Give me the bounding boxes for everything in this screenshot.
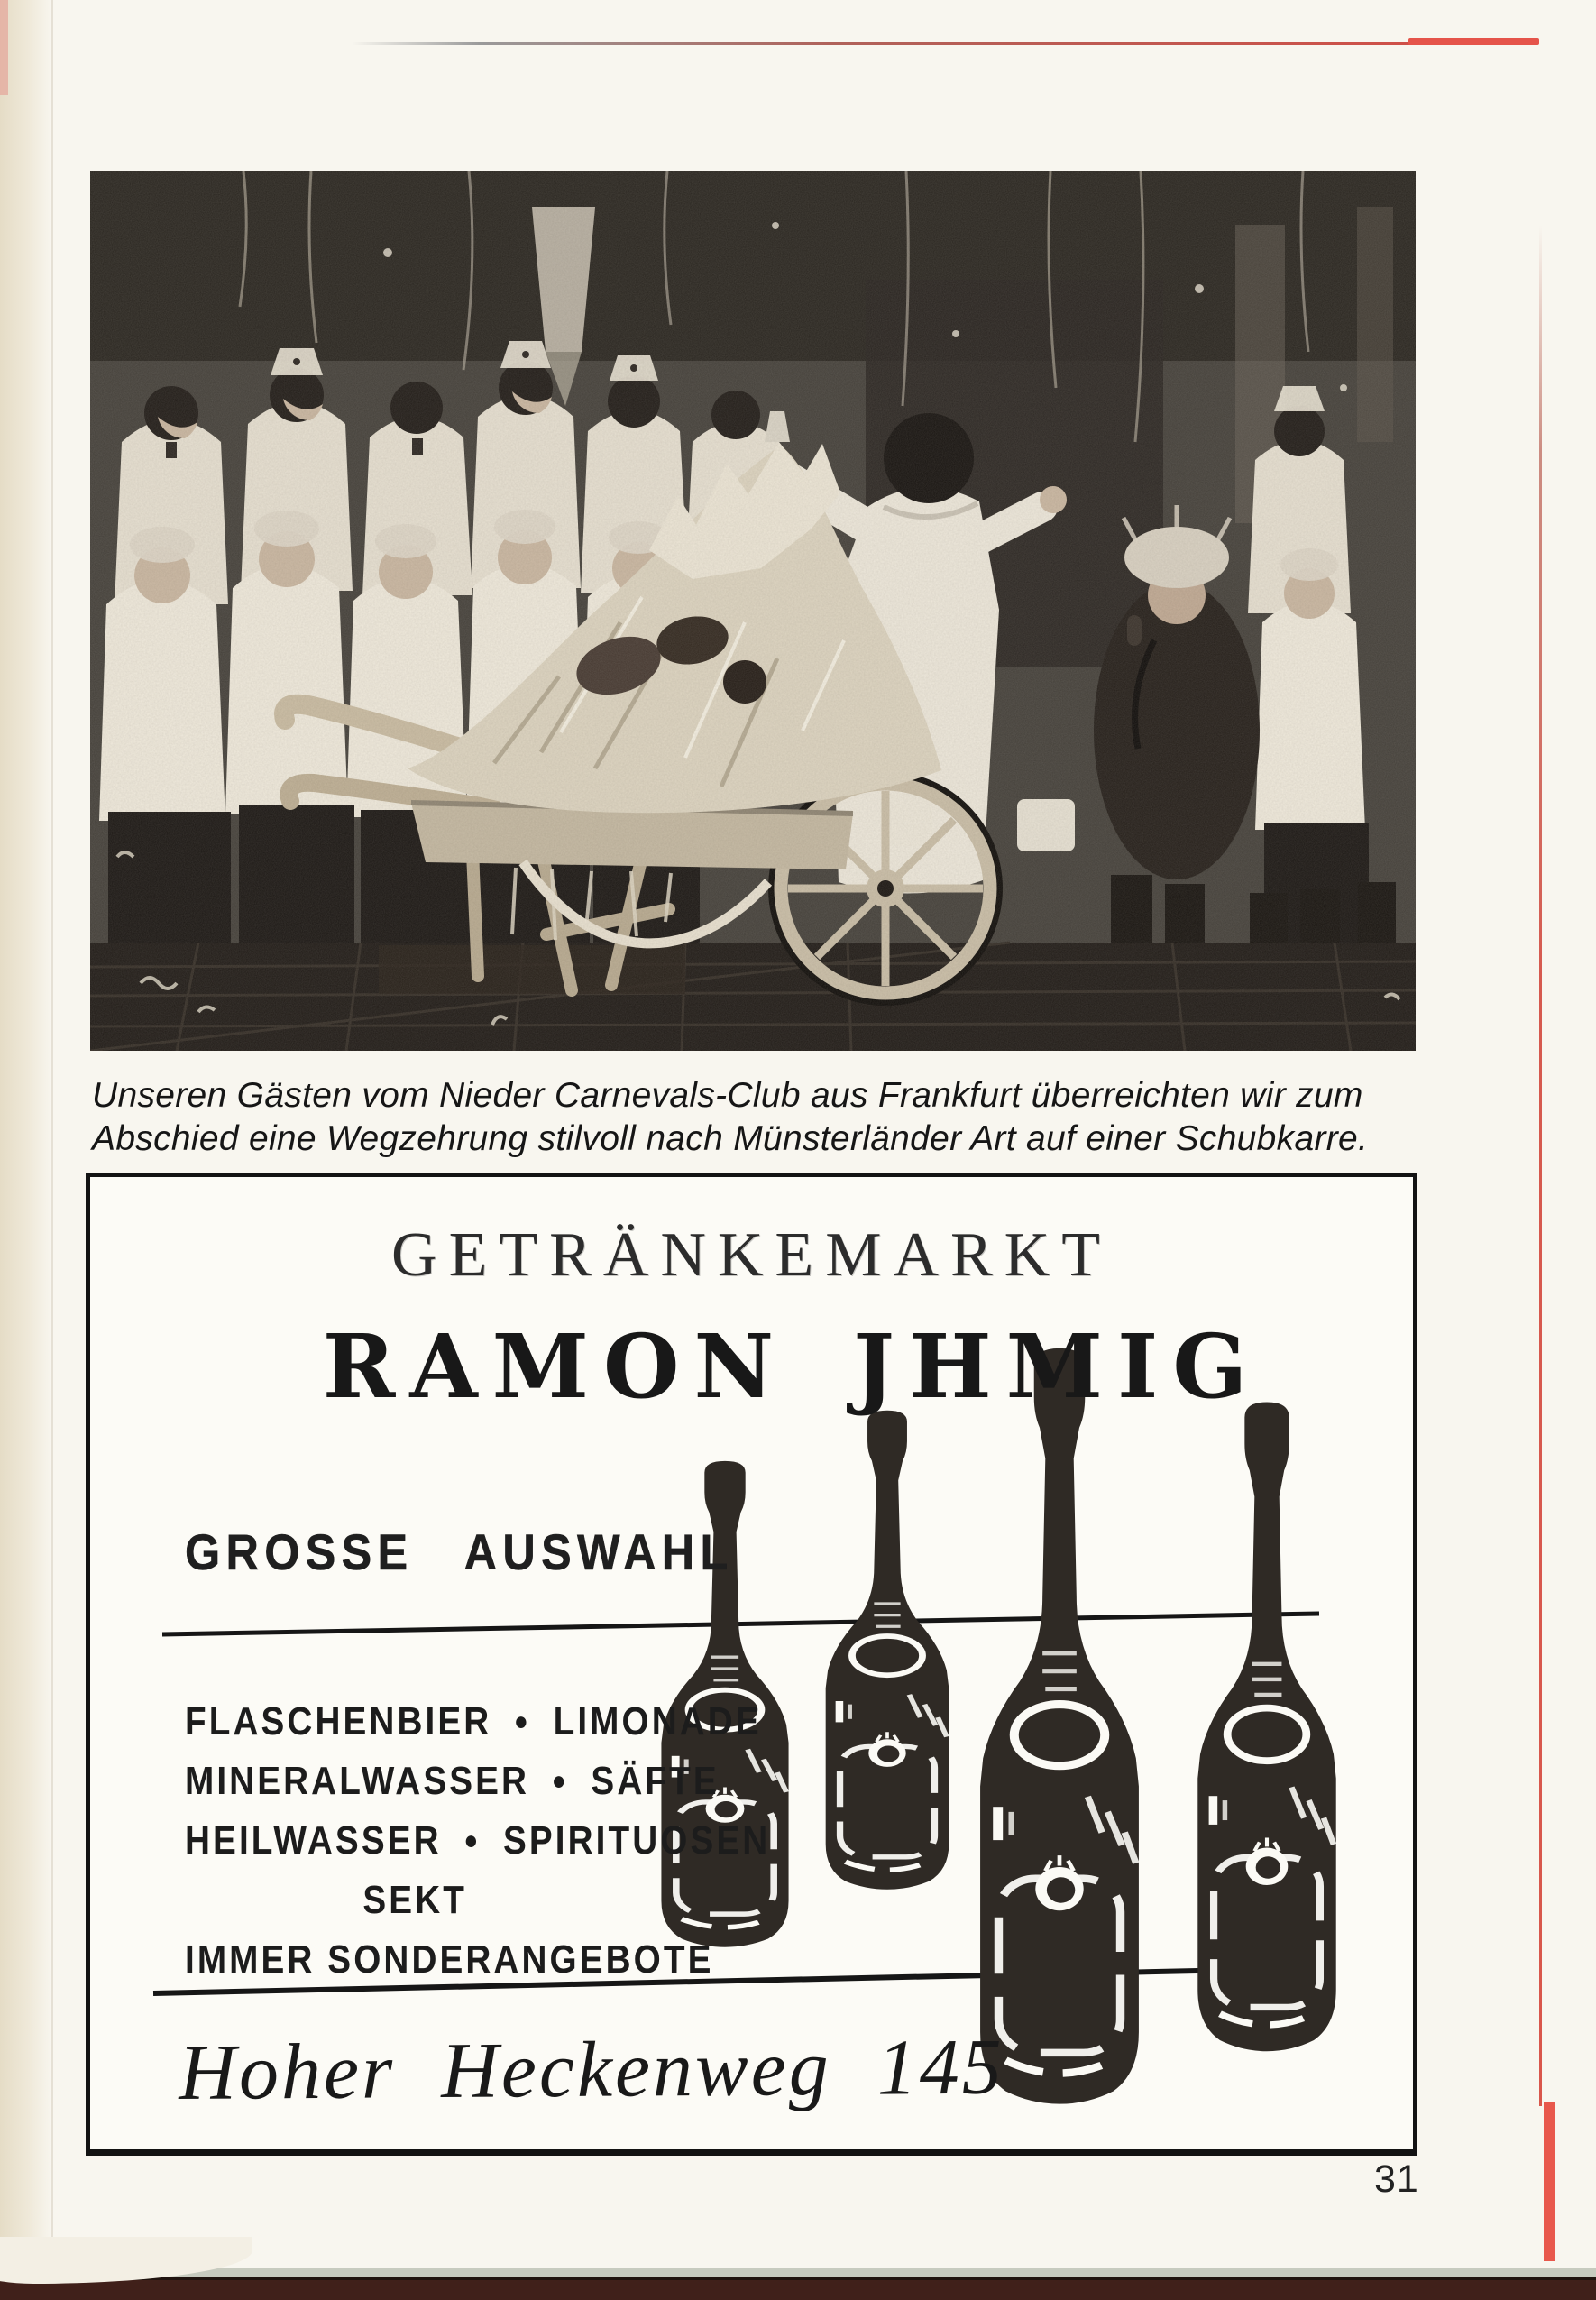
product-row-offers: IMMER SONDERANGEBOTE	[185, 1937, 714, 1982]
ad-selection-headline: GROSSE AUSWAHL	[185, 1523, 734, 1580]
right-red-line	[1539, 225, 1542, 2106]
product-row	[185, 1818, 788, 1863]
paper-crease	[51, 0, 53, 2300]
product-name: MINERALWASSER	[185, 1759, 530, 1803]
top-red-bar	[1408, 38, 1539, 45]
paper-corner-red-sliver	[0, 0, 8, 95]
product-name: HEILWASSER	[185, 1818, 442, 1863]
sekt-bottle-icon	[980, 1348, 1139, 2104]
sekt-bottle-icon	[826, 1411, 949, 1890]
paper-left-edge	[0, 0, 52, 2300]
product-name: LIMONADE	[553, 1699, 762, 1743]
photo-caption	[92, 1074, 1426, 1161]
scan-bottom-gray-line	[0, 2268, 1596, 2277]
bullet-icon: ●	[463, 1826, 482, 1855]
product-name: SÄFTE	[591, 1759, 720, 1803]
product-list	[185, 1699, 788, 1997]
ad-header: GETRÄNKEMARKT	[391, 1220, 1112, 1290]
ad-business-name	[126, 1315, 1458, 1418]
product-row	[185, 1759, 788, 1804]
product-row	[185, 1699, 788, 1744]
product-name: SPIRITUOSEN	[502, 1818, 771, 1863]
caption-line-2: Abschied eine Wegzehrung stilvoll nach Münsterländer Art auf einer Schubkarre.	[92, 1119, 1369, 1158]
carnival-photo-art	[90, 171, 1416, 1051]
right-red-bar	[1544, 2102, 1555, 2261]
ad-address: Hoher Heckenweg 145	[179, 2023, 1005, 2117]
bullet-icon: ●	[513, 1707, 531, 1736]
product-name: FLASCHENBIER	[185, 1699, 492, 1743]
sekt-bottle-icon	[1197, 1402, 1335, 2051]
product-row-sekt: SEKT	[362, 1878, 467, 1922]
page-number: 31	[1374, 2157, 1419, 2201]
top-red-hairline	[352, 42, 1416, 45]
divider-rule-top	[162, 1614, 1319, 1634]
caption-line-1: Unseren Gästen vom Nieder Carnevals-Club aus Frankfurt überreichten wir zum	[92, 1076, 1363, 1115]
scan-bottom-dark-bar	[0, 2277, 1596, 2300]
ad-name-last: JHMIG	[853, 1315, 1262, 1418]
bullet-icon: ●	[551, 1766, 569, 1796]
ad-name-first: RAMON	[322, 1315, 789, 1418]
carnival-photo	[90, 171, 1416, 1051]
